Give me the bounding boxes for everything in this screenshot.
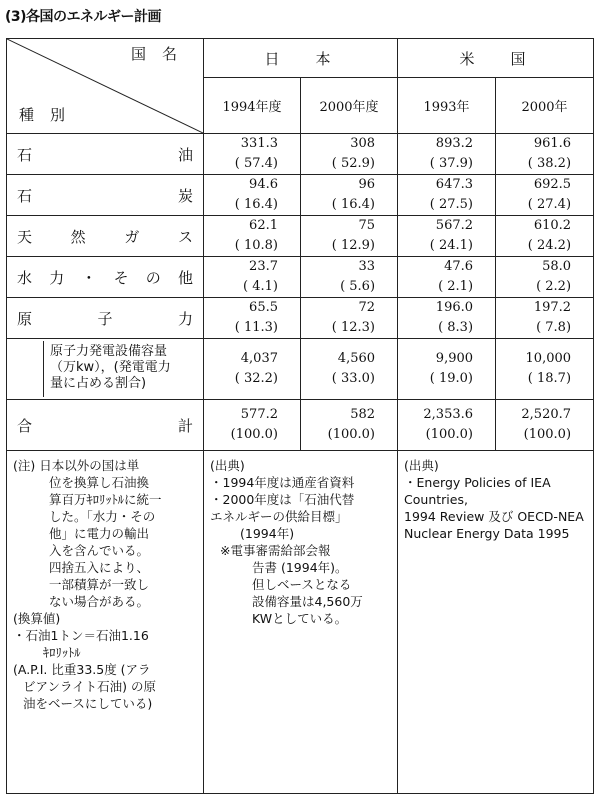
total-cell: 582 (100.0)	[301, 400, 398, 451]
note-line: (出典)	[404, 458, 439, 473]
data-cell: 23.7 ( 4.1)	[204, 257, 301, 298]
notes-column	[7, 451, 204, 794]
note-line: ・Energy Policies of IEA	[404, 475, 551, 490]
year-header: 2000年度	[301, 78, 398, 134]
data-cell: 75 ( 12.9)	[301, 216, 398, 257]
total-cell: 2,520.7 (100.0)	[496, 400, 594, 451]
data-cell: 331.3 ( 57.4)	[204, 134, 301, 175]
data-cell: 47.6 ( 2.1)	[398, 257, 496, 298]
data-cell: 308 ( 52.9)	[301, 134, 398, 175]
note-line: (出典)	[210, 458, 245, 473]
data-cell: 567.2 ( 24.1)	[398, 216, 496, 257]
note-line: ・2000年度は「石油代替	[210, 492, 355, 507]
note-line: 但しベースとなる	[252, 577, 352, 592]
total-cell: 577.2 (100.0)	[204, 400, 301, 451]
data-cell: 58.0 ( 2.2)	[496, 257, 594, 298]
row-label: 水 力 ・ そ の 他	[7, 257, 204, 298]
note-line: 他」に電力の輸出	[49, 526, 150, 541]
row-label: 原 子 力	[7, 298, 204, 339]
nuclear-capacity-cell: 9,900 ( 19.0)	[398, 339, 496, 400]
data-cell: 65.5 ( 11.3)	[204, 298, 301, 339]
note-line: 四捨五入により、	[49, 560, 150, 575]
note-line: 告書 (1994年)。	[252, 560, 348, 575]
note-line: ※電事審需給部会報	[220, 543, 331, 558]
note-line: 設備容量は4,560万	[252, 594, 363, 609]
country-usa: 米国	[398, 39, 594, 78]
data-cell: 610.2 ( 24.2)	[496, 216, 594, 257]
data-cell: 197.2 ( 7.8)	[496, 298, 594, 339]
data-cell: 893.2 ( 37.9)	[398, 134, 496, 175]
data-cell: 647.3 ( 27.5)	[398, 175, 496, 216]
note-line: (注) 日本以外の国は単	[13, 458, 140, 473]
note-line: KWとしている。	[252, 611, 348, 626]
note-line: 算百万ｷﾛﾘｯﾄﾙに統一	[49, 492, 162, 507]
note-line: ・1994年度は通産省資料	[210, 475, 355, 490]
nuclear-capacity-cell: 4,037 ( 32.2)	[204, 339, 301, 400]
energy-plan-table	[6, 38, 594, 794]
category-axis-label: 種別	[19, 106, 82, 124]
note-line: (換算値)	[13, 611, 61, 626]
row-label: 石 炭	[7, 175, 204, 216]
row-label: 石 油	[7, 134, 204, 175]
note-line: 1994 Review 及び OECD-NEA	[404, 509, 584, 524]
data-cell: 961.6 ( 38.2)	[496, 134, 594, 175]
note-line: Countries,	[404, 492, 468, 507]
note-line: した。「水力・その	[49, 509, 156, 524]
note-line: ビアンライト石油) の原	[23, 679, 156, 694]
note-line: ない場合がある。	[49, 594, 150, 609]
note-line: (A.P.I. 比重33.5度 (アラ	[13, 662, 151, 677]
country-japan: 日本	[204, 39, 398, 78]
nuclear-capacity-cell: 10,000 ( 18.7)	[496, 339, 594, 400]
year-header: 2000年	[496, 78, 594, 134]
note-line: ・石油1トン＝石油1.16	[13, 628, 149, 643]
note-line: (1994年)	[240, 526, 295, 541]
note-line: 位を換算し石油換	[49, 475, 150, 490]
data-cell: 96 ( 16.4)	[301, 175, 398, 216]
data-cell: 62.1 ( 10.8)	[204, 216, 301, 257]
data-cell: 94.6 ( 16.4)	[204, 175, 301, 216]
data-cell: 692.5 ( 27.4)	[496, 175, 594, 216]
year-header: 1993年	[398, 78, 496, 134]
note-line: エネルギーの供給目標」	[210, 509, 348, 524]
total-cell: 2,353.6 (100.0)	[398, 400, 496, 451]
row-label: 天 然 ガ ス	[7, 216, 204, 257]
note-line: 油をベースにしている)	[23, 696, 153, 711]
note-line: 入を含んでいる。	[49, 543, 150, 558]
data-cell: 196.0 ( 8.3)	[398, 298, 496, 339]
year-header: 1994年度	[204, 78, 301, 134]
sources-usa	[398, 451, 594, 794]
nuclear-capacity-cell: 4,560 ( 33.0)	[301, 339, 398, 400]
data-cell: 33 ( 5.6)	[301, 257, 398, 298]
data-cell: 72 ( 12.3)	[301, 298, 398, 339]
country-axis-label: 国名	[130, 45, 193, 63]
note-line: ｷﾛﾘｯﾄﾙ	[43, 645, 81, 660]
note-line: Nuclear Energy Data 1995	[404, 526, 570, 541]
page-title: (3)各国のエネルギー計画	[5, 9, 162, 25]
header-corner	[7, 39, 204, 134]
note-line: 一部積算が一致し	[49, 577, 150, 592]
sources-japan	[204, 451, 398, 794]
total-label: 合 計	[7, 400, 204, 451]
nuclear-capacity-label: 原子力発電設備容量 （万kw），(発電電力 量に占める割合)	[43, 341, 203, 397]
